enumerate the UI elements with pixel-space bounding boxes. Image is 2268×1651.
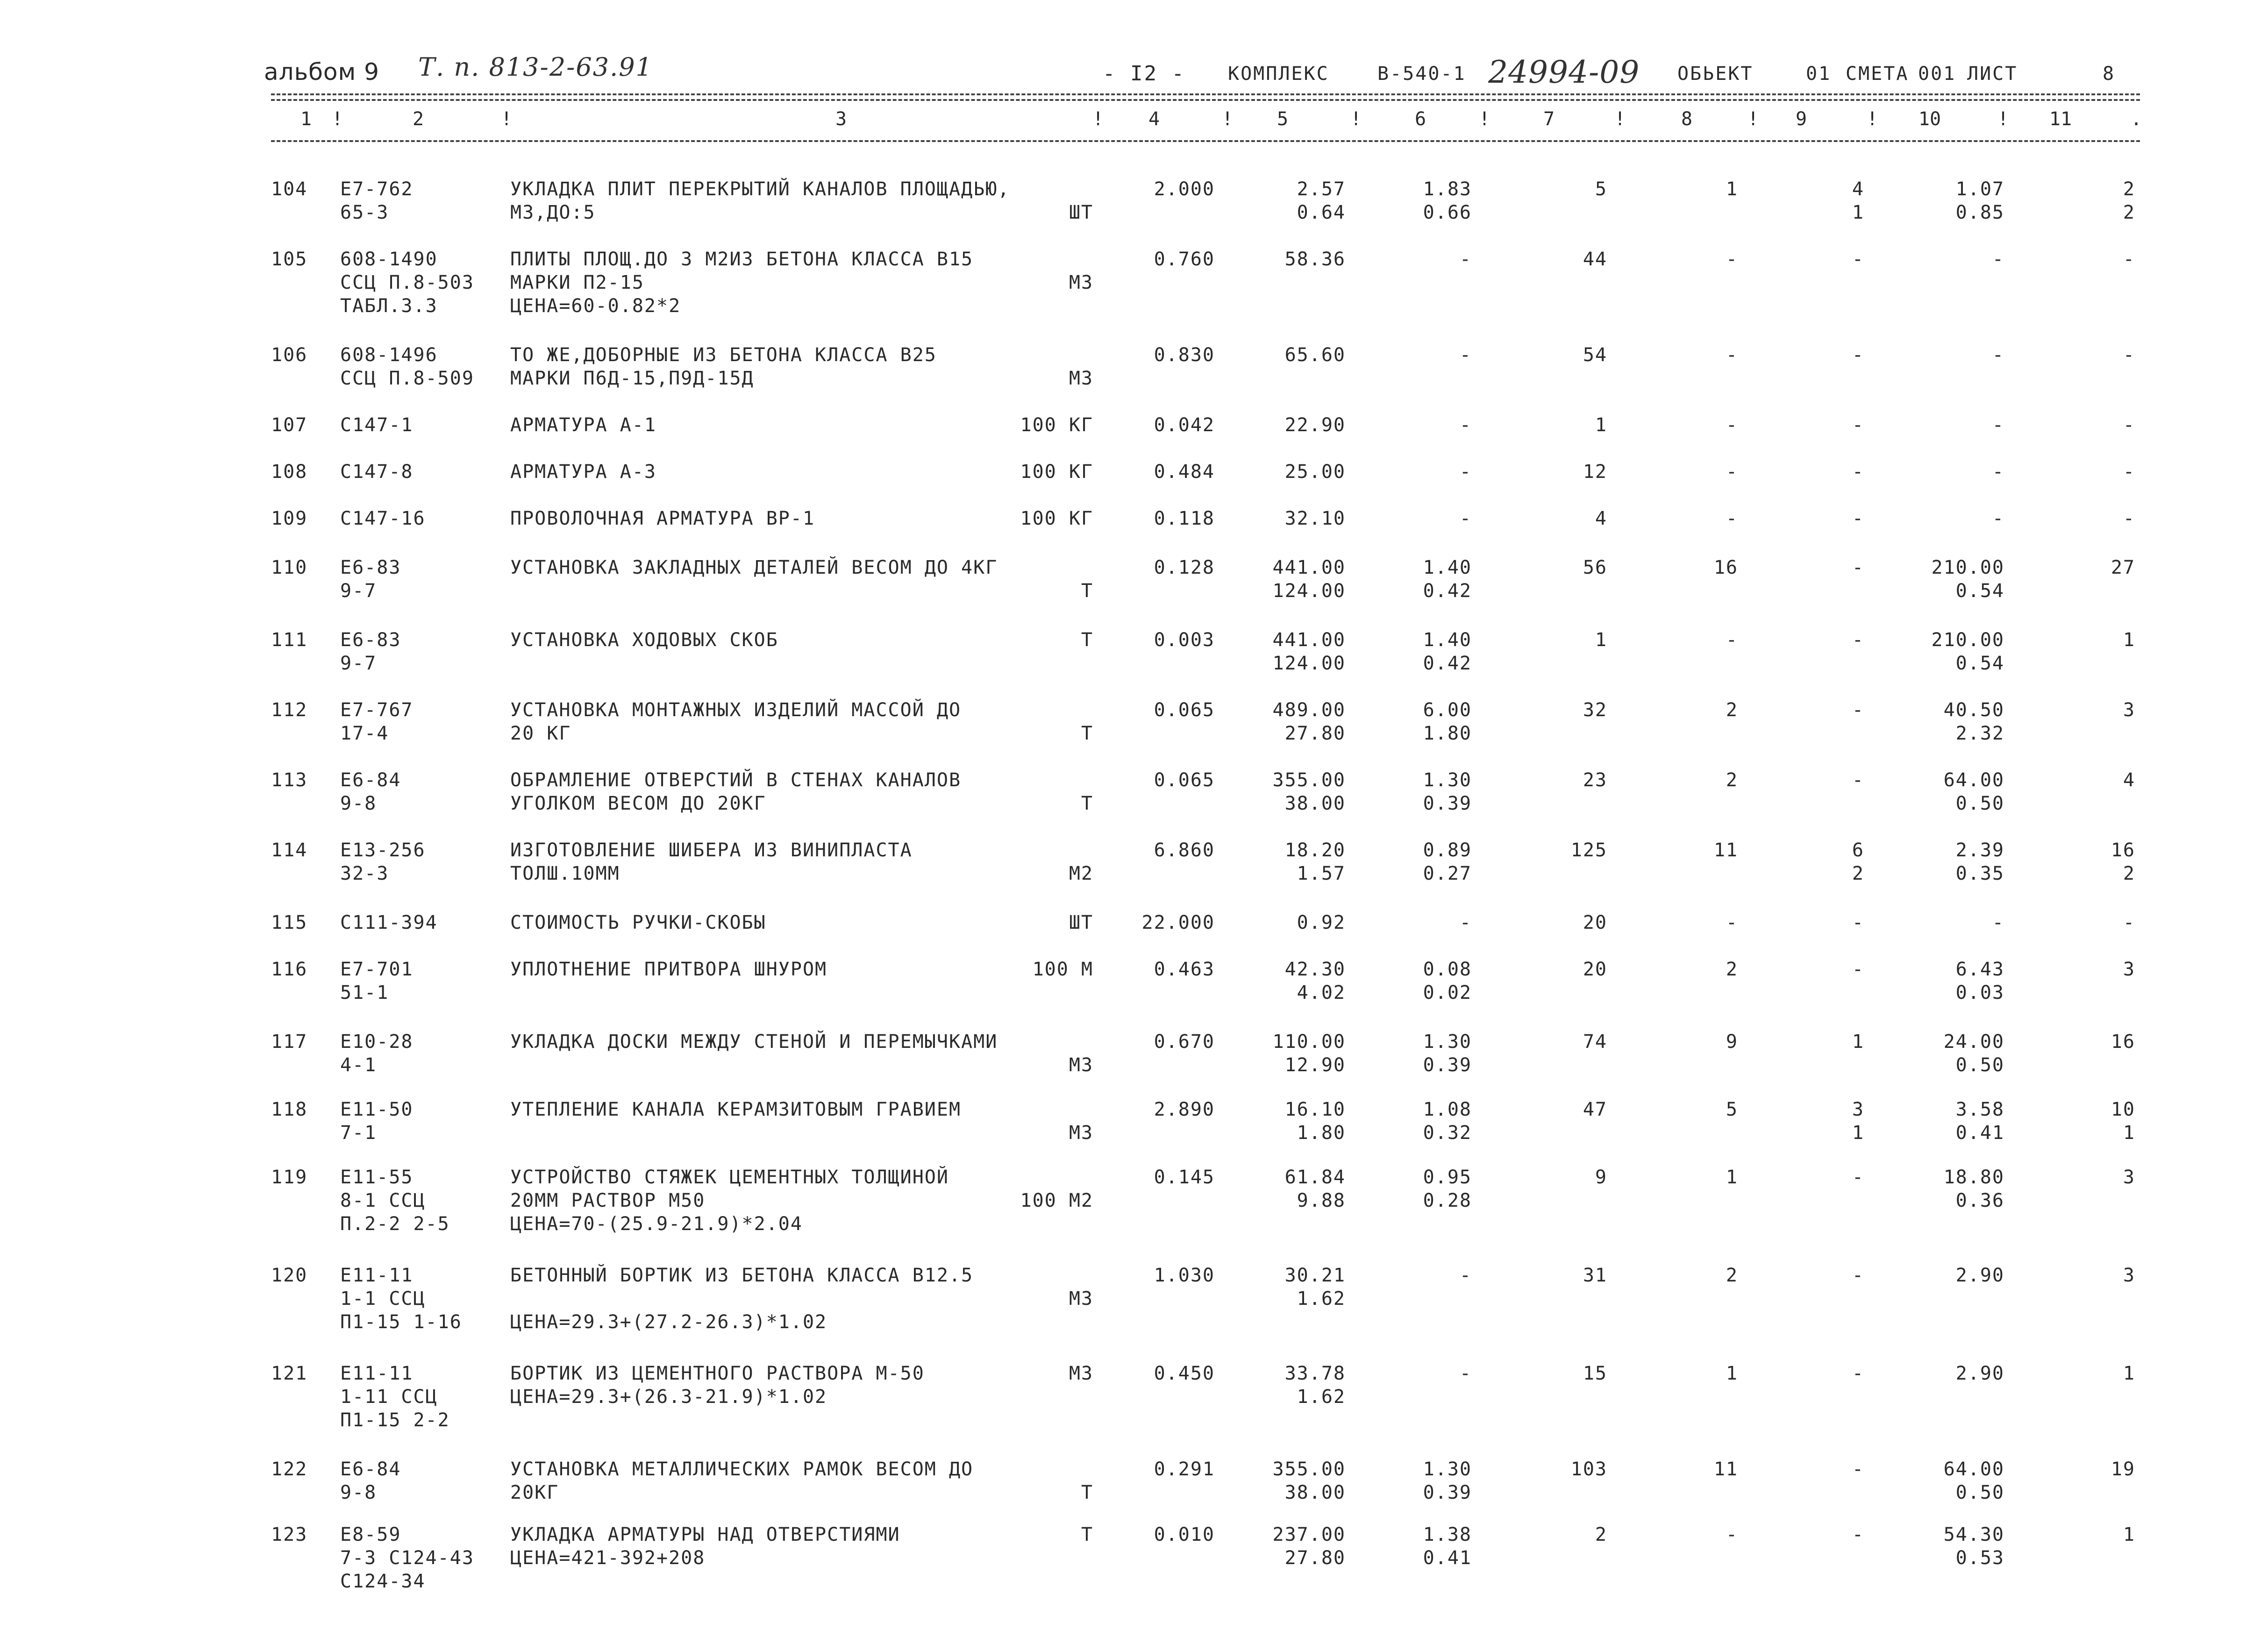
row-col6: 0.08 0.02 [1423,959,1472,1003]
row-code: Е7-701 51-1 [340,959,414,1003]
row-col11: 3 [2123,959,2135,980]
row-total: 1 [1595,414,1607,436]
row-col6: - [1459,344,1472,366]
row-number: 111 [271,629,308,651]
row-col6: 1.40 0.42 [1423,557,1472,602]
row-col8: - [1726,1524,1738,1545]
row-total: 103 [1570,1459,1607,1480]
row-col6: 1.30 0.39 [1423,1031,1472,1076]
row-code: Е13-256 32-3 [340,840,426,884]
row-unit: Т [1081,629,1093,651]
row-number: 114 [271,840,308,861]
row-description: СТОИМОСТЬ РУЧКИ-СКОБЫ [510,912,766,933]
row-unit: М3 [1069,1122,1093,1144]
row-col6: 1.40 0.42 [1423,629,1472,674]
row-col9: - [1852,344,1864,366]
row-code: Е10-28 4-1 [340,1031,414,1076]
row-total: 47 [1583,1099,1607,1120]
row-col10: - [1992,249,2004,270]
row-price: 61.84 9.88 [1284,1167,1346,1211]
row-code: Е7-767 17-4 [340,699,414,744]
smeta-value: 001 [1918,63,1956,85]
row-description: УСТАНОВКА ХОДОВЫХ СКОБ [510,629,778,651]
row-unit: 100 М [1032,959,1093,980]
row-total: 20 [1583,912,1607,933]
komplex-code: В-540-1 [1377,63,1466,85]
row-number: 112 [271,699,308,721]
row-number: 119 [271,1167,308,1188]
row-description: БЕТОННЫЙ БОРТИК ИЗ БЕТОНА КЛАССА В12.5 ЦЕНА=29.3+(27.2-26.3)*1.02 [510,1265,974,1333]
row-col10: 2.90 [1955,1265,2004,1286]
row-number: 109 [271,508,308,529]
row-number: 104 [271,178,308,200]
row-unit: М3 [1069,1363,1093,1384]
row-col6: 1.30 0.39 [1423,769,1472,814]
row-unit: М3 [1069,272,1093,293]
row-col9: - [1852,557,1864,578]
row-quantity: 1.030 [1154,1265,1215,1286]
row-col9: - [1852,769,1864,791]
row-number: 106 [271,344,308,366]
row-total: 1 [1595,629,1607,651]
row-price: 489.00 27.80 [1272,699,1346,744]
row-col11: - [2123,461,2135,483]
row-price: 2.57 0.64 [1297,178,1346,223]
row-total: 32 [1583,699,1607,721]
row-price: 355.00 38.00 [1272,769,1346,814]
komplex-label: КОМПЛЕКС [1228,63,1329,85]
row-unit: Т [1081,1524,1093,1545]
row-quantity: 0.760 [1154,249,1215,270]
row-col10: 24.00 0.50 [1943,1031,2004,1076]
row-description: УПЛОТНЕНИЕ ПРИТВОРА ШНУРОМ [510,959,827,980]
row-col11: 16 [2111,1031,2135,1053]
col-header-3: 3 [835,108,847,130]
row-col10: 18.80 0.36 [1943,1167,2004,1211]
col-sep: ! [501,108,513,130]
row-price: 32.10 [1284,508,1346,529]
row-code: С111-394 [340,912,438,933]
row-col8: 2 [1726,1265,1738,1286]
row-description: ОБРАМЛЕНИЕ ОТВЕРСТИЙ В СТЕНАХ КАНАЛОВ УГОЛКОМ ВЕСОМ ДО 20КГ [510,769,962,814]
row-col11: 27 [2111,557,2135,578]
row-col10: 3.58 0.41 [1955,1099,2004,1144]
row-description: УКЛАДКА ДОСКИ МЕЖДУ СТЕНОЙ И ПЕРЕМЫЧКАМИ [510,1031,998,1053]
row-col9: - [1852,249,1864,270]
komplex-number: 24994-09 [1488,54,1640,90]
row-col10: 64.00 0.50 [1943,769,2004,814]
row-unit: 100 КГ [1020,508,1093,529]
row-total: 20 [1583,959,1607,980]
row-col10: 2.39 0.35 [1955,840,2004,884]
row-col10: 2.90 [1955,1363,2004,1384]
row-col8: - [1726,629,1738,651]
row-number: 110 [271,557,308,578]
col-header-4: 4 [1148,108,1160,130]
row-number: 117 [271,1031,308,1053]
row-col8: 9 [1726,1031,1738,1053]
row-quantity: 2.000 [1154,178,1215,200]
row-unit: М2 [1069,863,1093,884]
row-col6: 1.83 0.66 [1423,178,1472,223]
row-number: 122 [271,1459,308,1480]
row-code: Е11-11 1-11 ССЦ П1-15 2-2 [340,1363,450,1431]
row-col10: 6.43 0.03 [1955,959,2004,1003]
row-col8: 2 [1726,959,1738,980]
list-value: 8 [2103,63,2116,85]
row-col8: 11 [1713,1459,1738,1480]
col-sep: ! [1479,108,1491,130]
row-col9: - [1852,629,1864,651]
row-col9: - [1852,414,1864,436]
row-price: 25.00 [1284,461,1346,483]
row-quantity: 0.065 [1154,699,1215,721]
col-sep: ! [1092,108,1104,130]
row-col8: 1 [1726,178,1738,200]
row-col6: 6.00 1.80 [1423,699,1472,744]
col-header-1: 1 [300,108,312,130]
row-description: АРМАТУРА А-1 [510,414,656,436]
col-sep: ! [1350,108,1362,130]
row-col8: - [1726,249,1738,270]
col-header-10: 10 [1918,108,1941,130]
row-col8: - [1726,912,1738,933]
row-description: УСТРОЙСТВО СТЯЖЕК ЦЕМЕНТНЫХ ТОЛЩИНОЙ 20ММ РАСТВОР М50 ЦЕНА=70-(25.9-21.9)*2.04 [510,1167,949,1235]
row-col9: - [1852,1363,1864,1384]
row-code: 608-1490 ССЦ П.8-503 ТАБЛ.3.3 [340,249,474,317]
row-unit: Т [1081,793,1093,814]
row-total: 12 [1583,461,1607,483]
row-col9: 3 1 [1852,1099,1864,1144]
row-description: УКЛАДКА ПЛИТ ПЕРЕКРЫТИЙ КАНАЛОВ ПЛОЩАДЬЮ, М3,ДО:5 [510,178,1010,223]
row-price: 30.21 1.62 [1284,1265,1346,1309]
row-unit: 100 КГ [1020,461,1093,483]
row-col6: - [1459,249,1472,270]
row-code: С147-8 [340,461,414,483]
row-description: УСТАНОВКА МОНТАЖНЫХ ИЗДЕЛИЙ МАССОЙ ДО 20 КГ [510,699,962,744]
col-header-2: 2 [412,108,424,130]
row-col6: - [1459,414,1472,436]
row-col6: - [1459,508,1472,529]
row-col10: 1.07 0.85 [1955,178,2004,223]
row-quantity: 0.291 [1154,1459,1215,1480]
row-code: Е6-84 9-8 [340,1459,401,1503]
row-quantity: 0.145 [1154,1167,1215,1188]
row-col10: 40.50 2.32 [1943,699,2004,744]
row-col11: - [2123,414,2135,436]
row-col6: 1.08 0.32 [1423,1099,1472,1144]
row-col9: - [1852,959,1864,980]
page-number: - I2 - [1103,62,1185,85]
row-code: Е7-762 65-3 [340,178,414,223]
row-code: Е11-50 7-1 [340,1099,414,1144]
row-quantity: 0.003 [1154,629,1215,651]
row-col10: 54.30 0.53 [1943,1524,2004,1569]
row-description: ПРОВОЛОЧНАЯ АРМАТУРА ВР-1 [510,508,815,529]
row-total: 2 [1595,1524,1607,1545]
row-description: ТО ЖЕ,ДОБОРНЫЕ ИЗ БЕТОНА КЛАССА В25 МАРКИ П6Д-15,П9Д-15Д [510,344,937,389]
row-description: УТЕПЛЕНИЕ КАНАЛА КЕРАМЗИТОВЫМ ГРАВИЕМ [510,1099,962,1120]
row-col9: - [1852,912,1864,933]
row-description: УКЛАДКА АРМАТУРЫ НАД ОТВЕРСТИЯМИ ЦЕНА=421-392+208 [510,1524,900,1569]
row-number: 113 [271,769,308,791]
object-value: 01 [1806,63,1832,85]
row-description: БОРТИК ИЗ ЦЕМЕНТНОГО РАСТВОРА М-50 ЦЕНА=29.3+(26.3-21.9)*1.02 [510,1363,925,1408]
row-col9: - [1852,1167,1864,1188]
header-divider-bottom [271,140,2140,142]
row-code: Е8-59 7-3 С124-43 С124-34 [340,1524,474,1592]
row-number: 107 [271,414,308,436]
row-price: 441.00 124.00 [1272,557,1346,602]
col-header-5: 5 [1277,108,1289,130]
col-header-8: 8 [1681,108,1693,130]
row-col8: 2 [1726,769,1738,791]
row-number: 108 [271,461,308,483]
row-unit: Т [1081,580,1093,602]
row-total: 44 [1583,249,1607,270]
row-col9: - [1852,1459,1864,1480]
row-col8: 16 [1713,557,1738,578]
col-header-9: 9 [1795,108,1807,130]
row-col11: 4 [2123,769,2135,791]
row-col9: 1 [1852,1031,1864,1053]
row-code: С147-16 [340,508,426,529]
row-description: АРМАТУРА А-3 [510,461,656,483]
row-number: 105 [271,249,308,270]
row-code: 608-1496 ССЦ П.8-509 [340,344,474,389]
object-label: ОБЬЕКТ [1677,63,1754,85]
row-price: 65.60 [1284,344,1346,366]
row-number: 115 [271,912,308,933]
row-price: 18.20 1.57 [1284,840,1346,884]
row-col9: - [1852,699,1864,721]
row-col6: - [1459,912,1472,933]
row-code: С147-1 [340,414,414,436]
col-sep: ! [1747,108,1759,130]
row-col9: 4 1 [1852,178,1864,223]
row-col6: - [1459,461,1472,483]
row-col9: - [1852,1265,1864,1286]
row-col8: - [1726,414,1738,436]
col-header-11: 11 [2049,108,2072,130]
row-col11: - [2123,249,2135,270]
row-unit: М3 [1069,1054,1093,1076]
row-col11: 3 [2123,699,2135,721]
row-quantity: 0.830 [1154,344,1215,366]
row-number: 123 [271,1524,308,1545]
col-sep: ! [332,108,343,130]
row-price: 110.00 12.90 [1272,1031,1346,1076]
row-code: Е6-83 9-7 [340,557,401,602]
row-quantity: 2.890 [1154,1099,1215,1120]
row-quantity: 0.463 [1154,959,1215,980]
row-col6: - [1459,1265,1472,1286]
row-total: 56 [1583,557,1607,578]
row-price: 58.36 [1284,249,1346,270]
row-unit: 100 М2 [1020,1190,1093,1211]
row-unit: Т [1081,1482,1093,1503]
row-col11: 3 [2123,1265,2135,1286]
row-col8: 1 [1726,1363,1738,1384]
row-col8: - [1726,508,1738,529]
row-code: Е6-83 9-7 [340,629,401,674]
row-number: 118 [271,1099,308,1120]
row-col8: 5 [1726,1099,1738,1120]
row-col9: - [1852,461,1864,483]
row-col6: 1.30 0.39 [1423,1459,1472,1503]
row-col11: - [2123,912,2135,933]
row-total: 31 [1583,1265,1607,1286]
row-col9: 6 2 [1852,840,1864,884]
row-quantity: 0.118 [1154,508,1215,529]
row-description: ПЛИТЫ ПЛОЩ.ДО 3 М2ИЗ БЕТОНА КЛАССА В15 МАРКИ П2-15 ЦЕНА=60-0.82*2 [510,249,974,317]
row-price: 355.00 38.00 [1272,1459,1346,1503]
row-quantity: 0.670 [1154,1031,1215,1053]
row-quantity: 22.000 [1141,912,1215,933]
row-col8: - [1726,461,1738,483]
col-header-7: 7 [1543,108,1555,130]
row-quantity: 0.042 [1154,414,1215,436]
row-unit: 100 КГ [1020,414,1093,436]
row-number: 121 [271,1363,308,1384]
row-col11: - [2123,508,2135,529]
row-quantity: 0.450 [1154,1363,1215,1384]
row-price: 33.78 1.62 [1284,1363,1346,1408]
row-quantity: 0.484 [1154,461,1215,483]
row-quantity: 0.128 [1154,557,1215,578]
row-price: 16.10 1.80 [1284,1099,1346,1144]
col-sep: ! [1614,108,1626,130]
row-unit: Т [1081,723,1093,744]
row-col8: 1 [1726,1167,1738,1188]
row-col6: 1.38 0.41 [1423,1524,1472,1569]
row-price: 42.30 4.02 [1284,959,1346,1003]
col-sep: ! [1997,108,2009,130]
row-col6: 0.95 0.28 [1423,1167,1472,1211]
row-col11: 2 2 [2123,178,2135,223]
row-total: 9 [1595,1167,1607,1188]
row-price: 237.00 27.80 [1272,1524,1346,1569]
row-price: 22.90 [1284,414,1346,436]
row-number: 120 [271,1265,308,1286]
row-unit: М3 [1069,1288,1093,1309]
row-col11: - [2123,344,2135,366]
row-col10: - [1992,414,2004,436]
row-col11: 19 [2111,1459,2135,1480]
row-code: Е11-55 8-1 ССЦ П.2-2 2-5 [340,1167,450,1235]
row-total: 15 [1583,1363,1607,1384]
row-col9: - [1852,508,1864,529]
row-price: 441.00 124.00 [1272,629,1346,674]
row-col10: 64.00 0.50 [1943,1459,2004,1503]
row-quantity: 6.860 [1154,840,1215,861]
row-col6: 0.89 0.27 [1423,840,1472,884]
header-divider-top-2 [271,99,2140,101]
row-description: УСТАНОВКА МЕТАЛЛИЧЕСКИХ РАМОК ВЕСОМ ДО 20КГ [510,1459,974,1503]
smeta-label: СМЕТА [1846,63,1909,85]
row-total: 74 [1583,1031,1607,1053]
row-unit: ШТ [1069,202,1093,223]
row-total: 54 [1583,344,1607,366]
row-total: 125 [1570,840,1607,861]
row-total: 5 [1595,178,1607,200]
row-price: 0.92 [1297,912,1346,933]
row-col8: 11 [1713,840,1738,861]
row-col10: - [1992,508,2004,529]
row-unit: М3 [1069,368,1093,389]
row-col11: 1 [2123,629,2135,651]
row-code: Е11-11 1-1 ССЦ П1-15 1-16 [340,1265,462,1333]
row-col11: 16 2 [2111,840,2135,884]
col-sep: ! [1222,108,1234,130]
row-col6: - [1459,1363,1472,1384]
row-description: ИЗГОТОВЛЕНИЕ ШИБЕРА ИЗ ВИНИПЛАСТА ТОЛШ.10ММ [510,840,913,884]
row-col8: - [1726,344,1738,366]
row-col10: - [1992,344,2004,366]
header-divider-top [271,93,2140,95]
album-label: альбом 9 [264,58,379,85]
row-quantity: 0.010 [1154,1524,1215,1545]
row-col11: 10 1 [2111,1099,2135,1144]
row-number: 116 [271,959,308,980]
col-sep: . [2131,108,2142,130]
row-col8: 2 [1726,699,1738,721]
row-col10: - [1992,461,2004,483]
row-col10: 210.00 0.54 [1931,557,2004,602]
row-unit: ШТ [1069,912,1093,933]
row-col10: - [1992,912,2004,933]
row-total: 4 [1595,508,1607,529]
col-sep: ! [1867,108,1878,130]
row-col9: - [1852,1524,1864,1545]
row-quantity: 0.065 [1154,769,1215,791]
row-col11: 3 [2123,1167,2135,1188]
row-code: Е6-84 9-8 [340,769,401,814]
row-total: 23 [1583,769,1607,791]
row-col10: 210.00 0.54 [1931,629,2004,674]
row-description: УСТАНОВКА ЗАКЛАДНЫХ ДЕТАЛЕЙ ВЕСОМ ДО 4КГ [510,557,998,578]
tp-handwritten: Т. п. 813-2-63.91 [418,52,653,82]
col-header-6: 6 [1414,108,1426,130]
row-col11: 1 [2123,1524,2135,1545]
row-col11: 1 [2123,1363,2135,1384]
list-label: ЛИСТ [1967,63,2018,85]
